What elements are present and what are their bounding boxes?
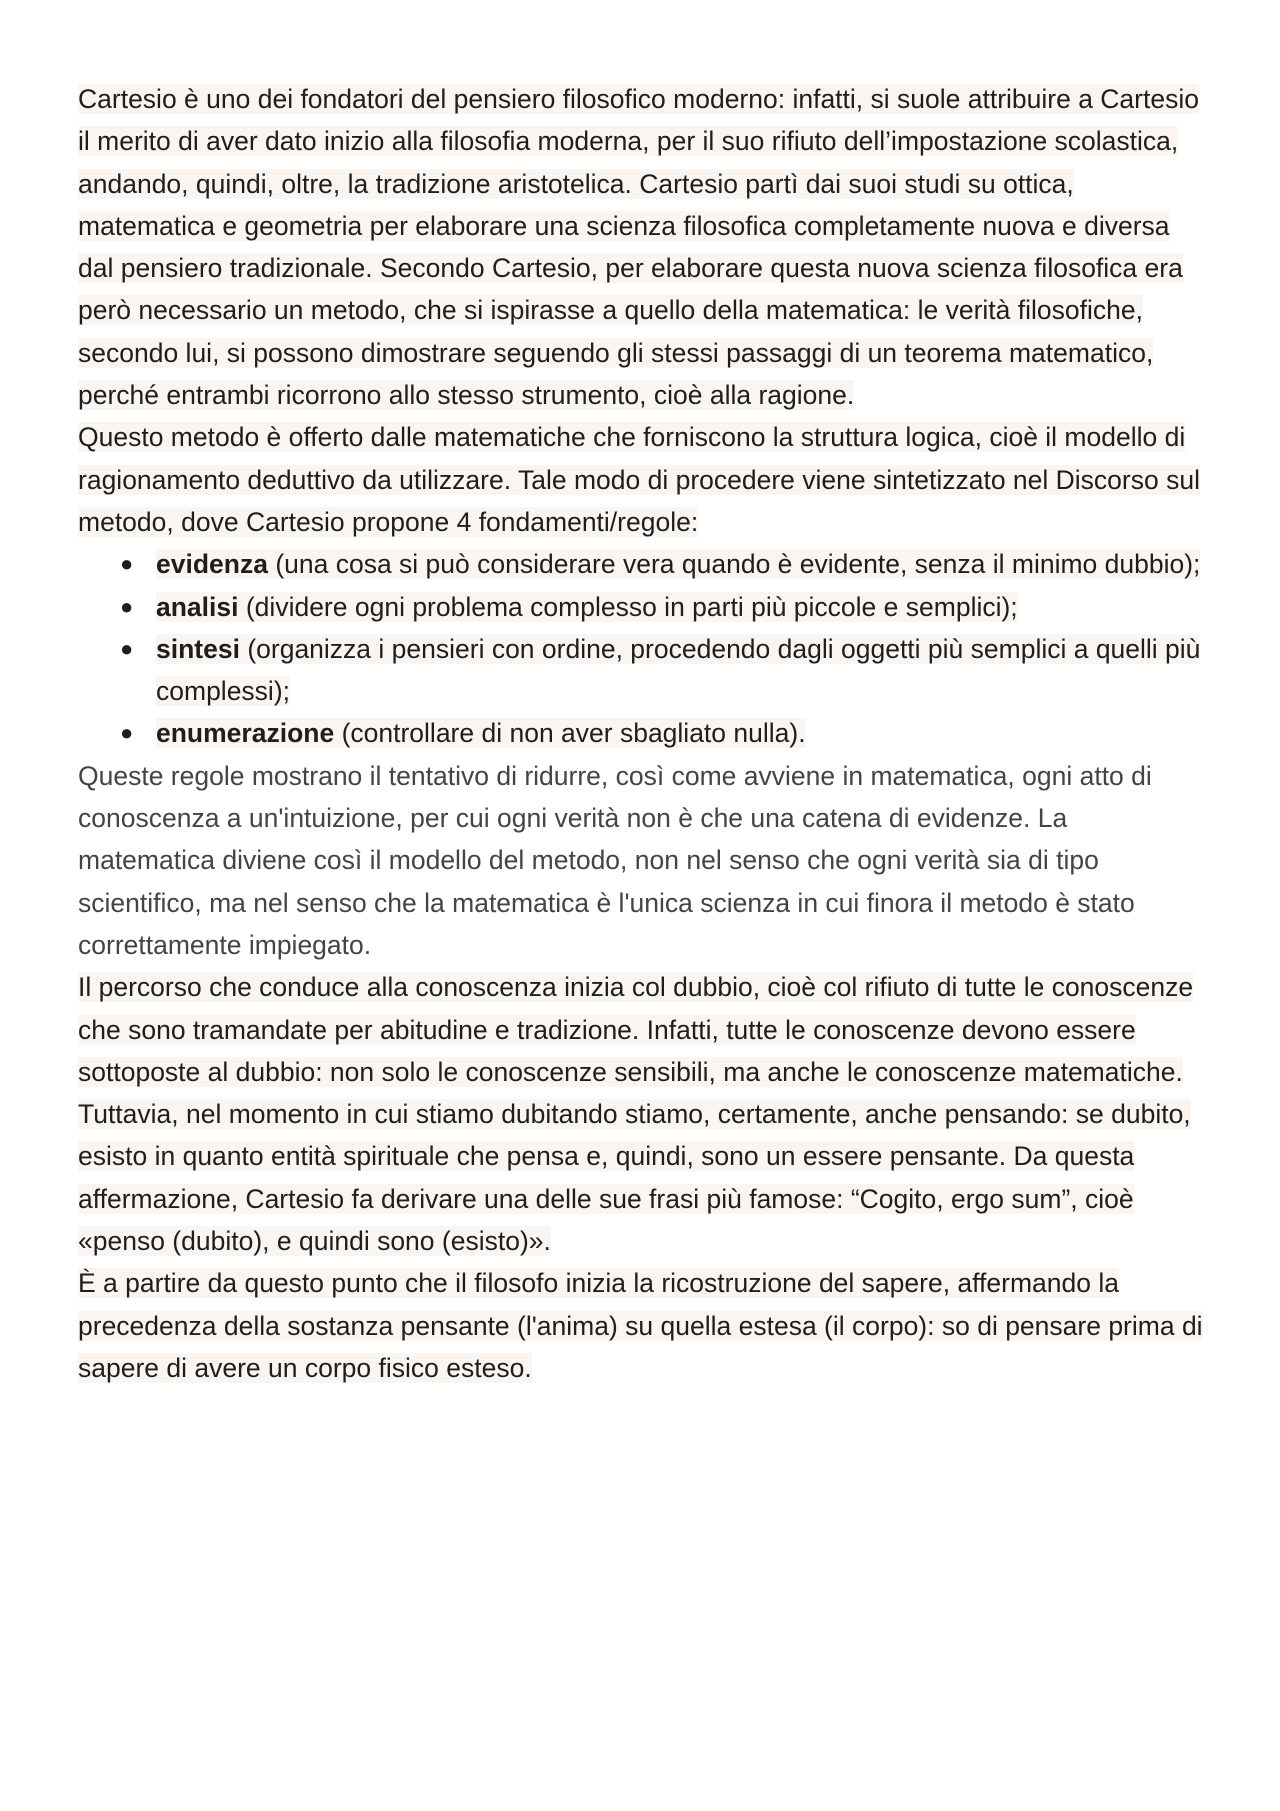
document-page [78,78,1208,1389]
paragraph-reconstruction [78,1262,1208,1389]
paragraph-reconstruction-text: È a partire da questo punto che il filosofo inizia la ricostruzione del sapere, affermando la precedenza della sostanza pensante (l'anima) su quella estesa (il corpo): so di pensare prima di sapere di avere un corpo fisico esteso. [78,1268,1203,1383]
bullet-icon: ● [120,635,134,661]
paragraph-rules-explanation-text: Queste regole mostrano il tentativo di ridurre, così come avviene in matematica, ogni atto di conoscenza a un'intuizione, per cui ogni verità non è che una catena di evidenze. La matematica diviene così il modello del metodo, non nel senso che ogni verità sia di tipo scientifico, ma nel senso che la matematica è l'unica scienza in cui finora il metodo è stato correttamente impiegato. [78,760,1152,960]
bullet-icon: ● [120,720,134,746]
paragraph-intro [78,78,1208,416]
rule-description: (dividere ogni problema complesso in parti più piccole e semplici); [238,591,1018,622]
rule-term: evidenza [156,549,268,580]
bullet-icon: ● [120,593,134,619]
rule-description: (una cosa si può considerare vera quando è evidente, senza il minimo dubbio); [267,549,1201,580]
paragraph-method-text: Questo metodo è offerto dalle matematiche che forniscono la struttura logica, cioè il modello di ragionamento deduttivo da utilizzare. Tale modo di procedere viene sintetizzato nel Discorso sul metodo, dove Cartesio propone 4 fondamenti/regole: [78,422,1200,537]
paragraph-cogito-text: Tuttavia, nel momento in cui stiamo dubitando stiamo, certamente, anche pensando: se dubito, esisto in quanto entità spirituale che pensa e, quindi, sono un essere pensante. Da questa affermazione, Cartesio fa derivare una delle sue frasi più famose: “Cogito, ergo sum”, cioè «penso (dubito), e quindi sono (esisto)». [78,1099,1191,1257]
rule-term: enumerazione [156,718,335,749]
paragraph-intro-text: Cartesio è uno dei fondatori del pensiero filosofico moderno: infatti, si suole attribuire a Cartesio il merito di aver dato inizio alla filosofia moderna, per il suo rifiuto dell’impostazione scolastica, andando, quindi, oltre, la tradizione aristotelica. Cartesio partì dai suoi studi su ottica, matematica e geometria per elaborare una scienza filosofica completamente nuova e diversa dal pensiero tradizionale. Secondo Cartesio, per elaborare questa nuova scienza filosofica era però necessario un metodo, che si ispirasse a quello della matematica: le verità filosofiche, secondo lui, si possono dimostrare seguendo gli stessi passaggi di un teorema matematico, perché entrambi ricorrono allo stesso strumento, cioè alla ragione. [78,84,1199,411]
rule-description: (controllare di non aver sbagliato nulla). [334,718,806,749]
bullet-icon: ● [120,551,134,577]
paragraph-doubt-text: Il percorso che conduce alla conoscenza inizia col dubbio, cioè col rifiuto di tutte le conoscenze che sono tramandate per abitudine e tradizione. Infatti, tutte le conoscenze devono essere sottoposte al dubbio: non solo le conoscenze sensibili, ma anche le conoscenze matematiche. [78,972,1194,1087]
paragraph-rules-explanation [78,755,1208,966]
rules-list [78,543,1208,754]
list-item-analisi [78,586,1208,628]
paragraph-cogito [78,1093,1208,1262]
rule-description: (organizza i pensieri con ordine, procedendo dagli oggetti più semplici a quelli più complessi); [156,633,1201,707]
paragraph-method [78,416,1208,543]
rule-term: sintesi [156,633,240,664]
rule-term: analisi [156,591,239,622]
list-item-enumerazione [78,712,1208,754]
list-item-sintesi [78,628,1208,713]
paragraph-doubt [78,966,1208,1093]
list-item-evidenza [78,543,1208,585]
